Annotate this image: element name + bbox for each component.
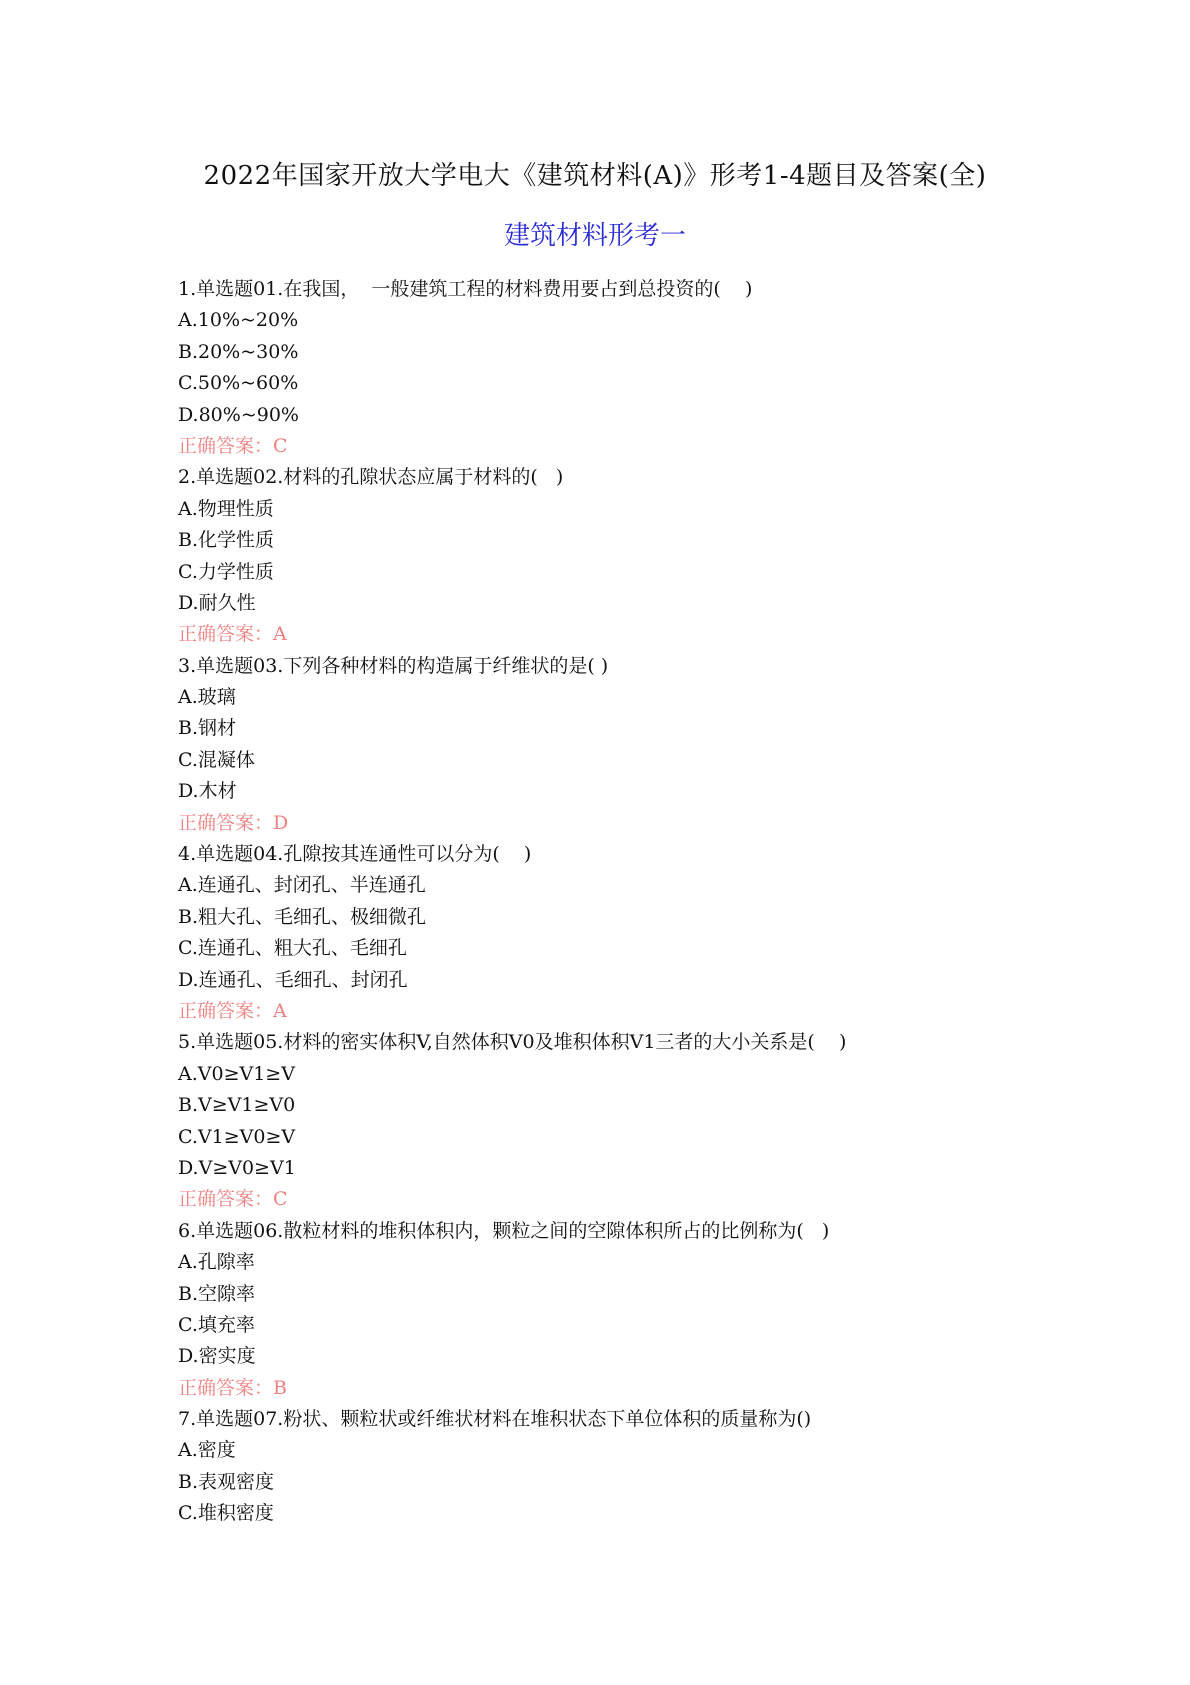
option-c: C.力学性质: [178, 560, 274, 583]
option-c: C.V1≥V0≥V: [178, 1125, 296, 1148]
section-title: 建筑材料形考一: [503, 221, 686, 251]
option-c: C.堆积密度: [178, 1502, 274, 1525]
option-d: D.V≥V0≥V1: [178, 1156, 296, 1179]
question-text: 2.单选题02.材料的孔隙状态应属于材料的( ): [178, 466, 564, 489]
document-title: 2022年国家开放大学电大《建筑材料(A)》形考1-4题目及答案(全): [203, 161, 987, 191]
option-c: C.50%~60%: [178, 372, 299, 395]
question-text: 5.单选题05.材料的密实体积V,自然体积V0及堆积体积V1三者的大小关系是( ): [178, 1031, 847, 1054]
option-b: B.20%~30%: [178, 340, 299, 363]
option-a: A.10%~20%: [178, 309, 299, 332]
question-text: 6.单选题06.散粒材料的堆积体积内，颗粒之间的空隙体积所占的比例称为( ): [178, 1219, 830, 1242]
correct-answer: 正确答案：C: [178, 434, 288, 457]
option-a: A.V0≥V1≥V: [178, 1062, 295, 1085]
option-b: B.V≥V1≥V0: [178, 1094, 296, 1117]
correct-answer: 正确答案：A: [178, 999, 287, 1022]
correct-answer: 正确答案：D: [178, 811, 289, 834]
option-b: B.钢材: [178, 717, 237, 740]
option-a: A.孔隙率: [178, 1251, 255, 1274]
option-d: D.连通孔、毛细孔、封闭孔: [178, 968, 408, 991]
question-text: 4.单选题04.孔隙按其连通性可以分为( ): [178, 843, 532, 866]
option-d: D.密实度: [178, 1345, 256, 1368]
option-c: C.混凝体: [178, 748, 255, 771]
question-text: 3.单选题03.下列各种材料的构造属于纤维状的是( ): [178, 654, 609, 677]
option-b: B.空隙率: [178, 1282, 256, 1305]
question-text: 1.单选题01.在我国， 一般建筑工程的材料费用要占到总投资的( ): [178, 278, 753, 300]
option-c: C.填充率: [178, 1313, 255, 1336]
option-a: A.物理性质: [178, 497, 274, 520]
option-a: A.玻璃: [178, 686, 236, 709]
option-b: B.表观密度: [178, 1470, 275, 1493]
option-d: D.耐久性: [178, 591, 256, 614]
correct-answer: 正确答案：A: [178, 623, 287, 646]
question-text: 7.单选题07.粉状、颗粒状或纤维状材料在堆积状态下单位体积的质量称为(): [178, 1408, 812, 1431]
option-b: B.粗大孔、毛细孔、极细微孔: [178, 905, 427, 928]
option-b: B.化学性质: [178, 529, 275, 552]
correct-answer: 正确答案：C: [178, 1188, 288, 1211]
option-a: A.连通孔、封闭孔、半连通孔: [178, 874, 426, 897]
option-c: C.连通孔、粗大孔、毛细孔: [178, 937, 407, 960]
correct-answer: 正确答案：B: [178, 1376, 287, 1399]
question-list: [178, 274, 1078, 1530]
option-d: D.木材: [178, 780, 237, 803]
option-d: D.80%~90%: [178, 403, 299, 426]
option-a: A.密度: [178, 1439, 236, 1462]
